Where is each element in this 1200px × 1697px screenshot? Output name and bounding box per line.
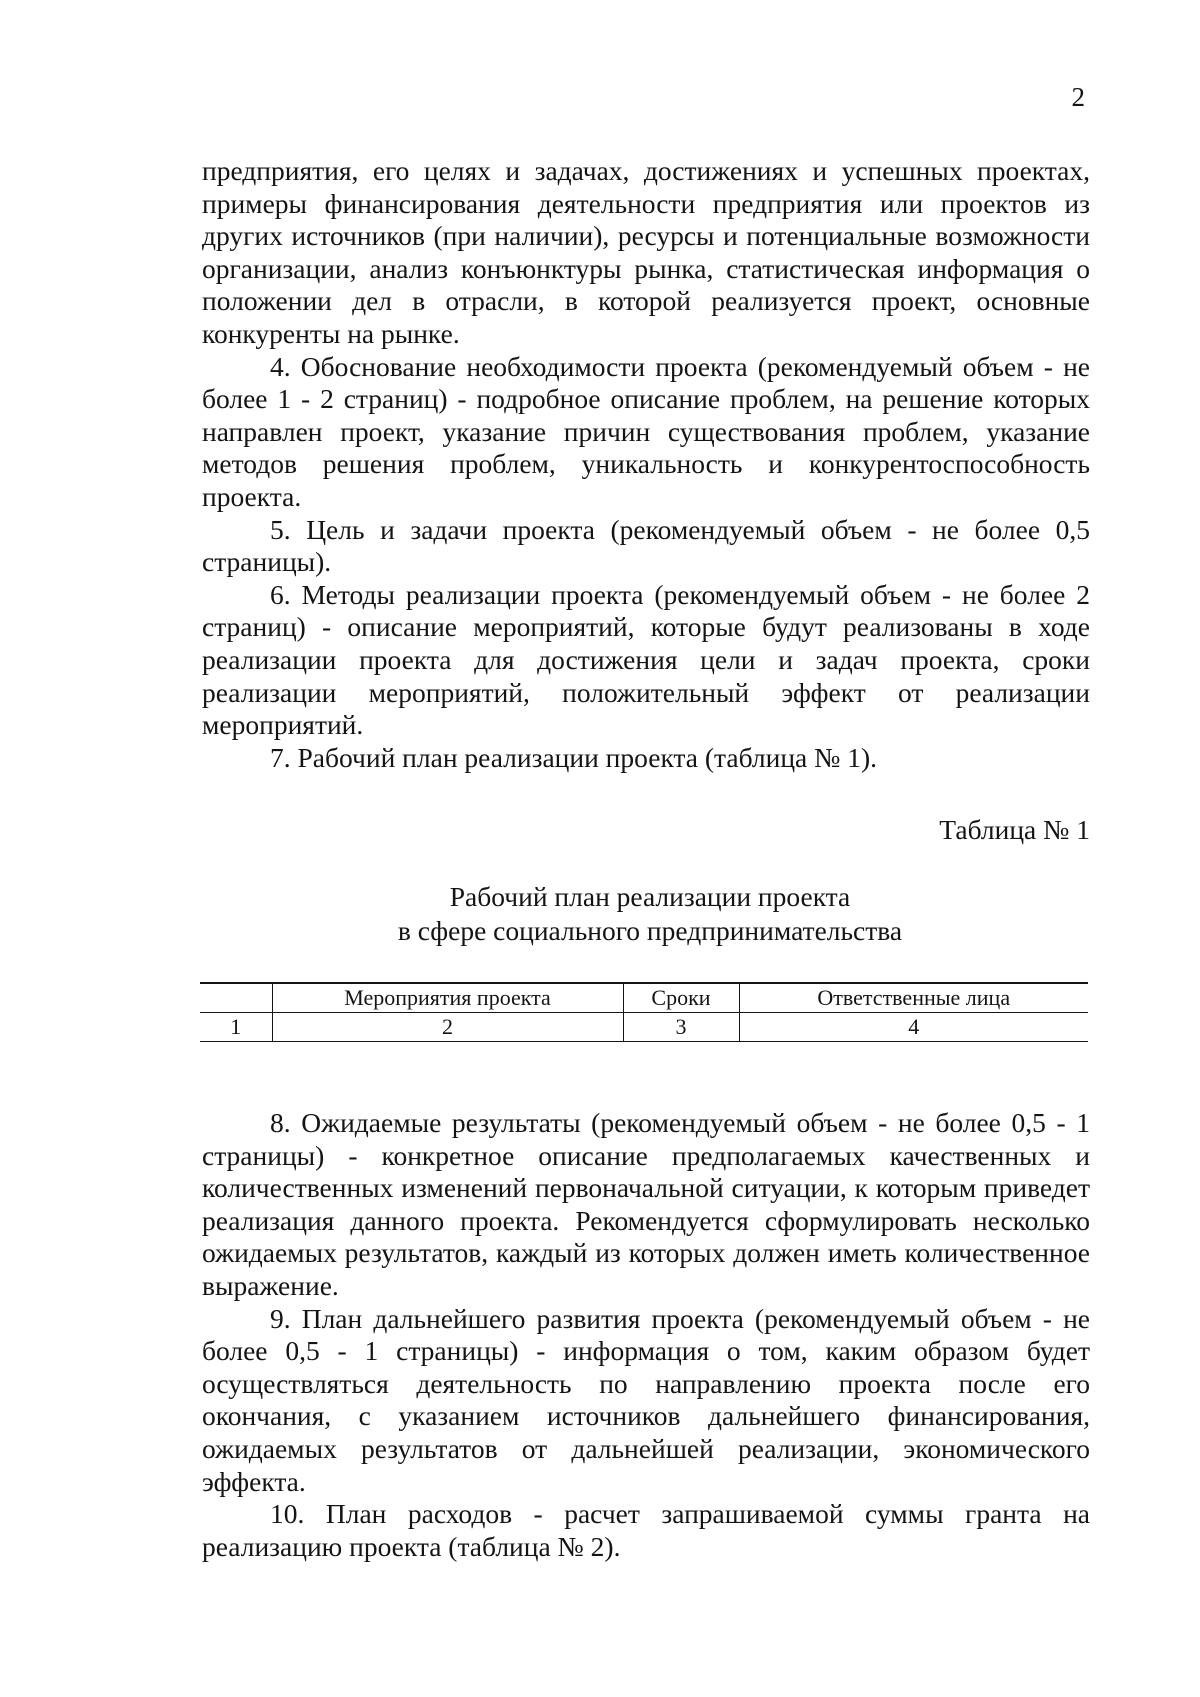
header-cell-activities: Мероприятия проекта [272,983,623,1013]
table-title-line-1: Рабочий план реализации проекта [449,881,851,912]
paragraph-item-10: 10. План расходов - расчет запрашиваемой суммы гранта на реализацию проекта (таблица № 2). [202,1498,1090,1562]
table-title-line-2: в сфере социального предпринимательства [397,915,903,946]
header-cell-number [200,983,272,1013]
numbering-cell: 3 [623,1013,739,1042]
table-header-row [200,983,1088,1013]
numbering-cell: 1 [200,1013,272,1042]
work-plan-table [200,982,1088,1042]
paragraph-item-7: 7. Рабочий план реализации проекта (таблица № 1). [270,741,878,773]
paragraph-item-8: 8. Ожидаемые результаты (рекомендуемый объем - не более 0,5 - 1 страницы) - конкретное описание предполагаемых качественных и количественных изменений первоначальной ситуации, к которым приведет реализация данного проекта. Рекомендуется сформулировать несколько ожидаемых результатов, каждый из которых должен иметь количественное выражение. [202,1107,1090,1301]
table-numbering-row [200,1013,1088,1042]
paragraph-item-4: 4. Обоснование необходимости проекта (рекомендуемый объем - не более 1 - 2 страниц) - подробное описание проблем, на решение которых направлен проект, указание причин существования проблем, указание методов решения проблем, уникальность и конкурентоспособность проекта. [202,350,1090,512]
page-number: 2 [1071,82,1085,112]
numbering-cell: 2 [272,1013,623,1042]
top-text-block [202,155,1090,774]
header-cell-responsible: Ответственные лица [739,983,1088,1013]
paragraph-item-5: 5. Цель и задачи проекта (рекомендуемый объем - не более 0,5 страницы). [202,513,1090,578]
header-cell-terms: Сроки [623,983,739,1013]
table-title [380,880,920,948]
bottom-text-block [202,1107,1090,1563]
paragraph-item-9: 9. План дальнейшего развития проекта (рекомендуемый объем - не более 0,5 - 1 страницы) - информация о том, каким образом будет осуществляться деятельность по направлению проекта после его окончания, с указанием источников дальнейшего финансирования, ожидаемых результатов от дальнейшей реализации, экономического эффекта. [202,1302,1090,1497]
paragraph-continuation: предприятия, его целях и задачах, достижениях и успешных проектах, примеры финансирования деятельности предприятия или проектов из других источников (при наличии), ресурсы и потенциальные возможности организации, анализ конъюнктуры рынка, статистическая информация о положении дел в отрасли, в которой реализуется проект, основные конкуренты на рынке. [202,155,1090,349]
numbering-cell: 4 [739,1013,1088,1042]
table-caption: Таблица № 1 [939,814,1090,845]
paragraph-item-6: 6. Методы реализации проекта (рекомендуемый объем - не более 2 страниц) - описание мероприятий, которые будут реализованы в ходе реализации проекта для достижения цели и задач проекта, сроки реализации мероприятий, положительный эффект от реализации мероприятий. [202,578,1090,741]
